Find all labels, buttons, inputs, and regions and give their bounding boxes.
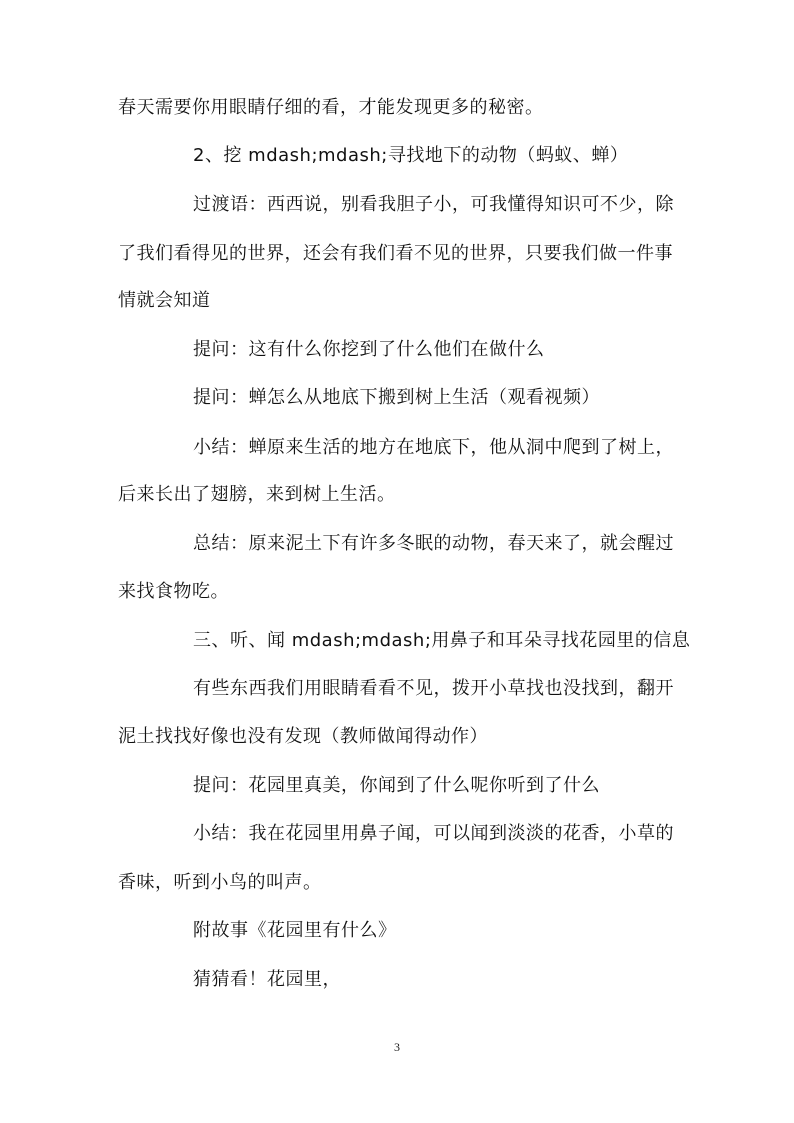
text-line: 情就会知道 — [118, 290, 211, 311]
text-line: 总结：原来泥土下有许多冬眠的动物，春天来了，就会醒过 — [193, 533, 674, 554]
text-line: 提问：蝉怎么从地底下搬到树上生活（观看视频） — [193, 387, 600, 408]
text-line: 猜猜看！花园里， — [193, 969, 341, 990]
text-line: 泥土找找好像也没有发现（教师做闻得动作） — [118, 726, 488, 747]
text-line: 提问：这有什么你挖到了什么他们在做什么 — [193, 339, 545, 360]
page-number: 3 — [394, 1040, 400, 1054]
text-line: 小结：蝉原来生活的地方在地底下，他从洞中爬到了树上， — [193, 437, 674, 458]
text-line: 附故事《花园里有什么》 — [193, 920, 397, 941]
section-heading: 2、挖 mdash;mdash;寻找地下的动物（蚂蚁、蝉） — [193, 145, 629, 166]
text-line: 来找食物吃。 — [118, 581, 229, 602]
text-line: 提问：花园里真美，你闻到了什么呢你听到了什么 — [193, 775, 600, 796]
text-line: 小结：我在花园里用鼻子闻，可以闻到淡淡的花香，小草的 — [193, 823, 674, 844]
section-heading: 三、听、闻 mdash;mdash;用鼻子和耳朵寻找花园里的信息 — [193, 630, 691, 651]
text-line: 过渡语：西西说，别看我胆子小，可我懂得知识可不少，除 — [193, 194, 674, 215]
text-line: 香味，听到小鸟的叫声。 — [118, 872, 322, 893]
text-line: 了我们看得见的世界，还会有我们看不见的世界，只要我们做一件事 — [118, 243, 673, 264]
text-line: 春天需要你用眼睛仔细的看，才能发现更多的秘密。 — [118, 97, 544, 118]
text-line: 后来长出了翅膀，来到树上生活。 — [118, 484, 396, 505]
text-line: 有些东西我们用眼睛看看不见，拨开小草找也没找到，翻开 — [193, 678, 674, 699]
